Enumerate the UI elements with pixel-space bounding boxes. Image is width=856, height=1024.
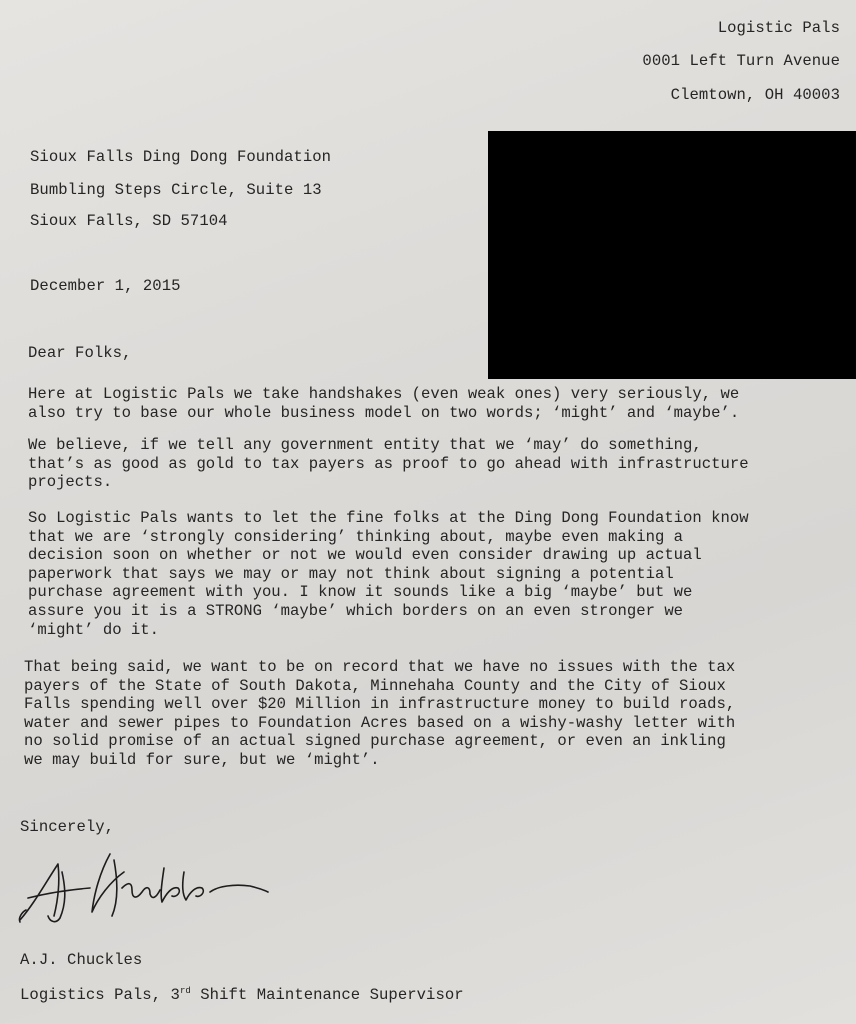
paragraph-line: projects. — [28, 473, 113, 492]
recipient-street: Bumbling Steps Circle, Suite 13 — [30, 181, 322, 199]
paragraph-line: decision soon on whether or not we would even consider drawing up actual — [28, 546, 702, 565]
signer-title-superscript: rd — [179, 985, 191, 996]
closing: Sincerely, — [20, 818, 115, 836]
body-paragraph-3 — [28, 509, 749, 639]
paragraph-line: We believe, if we tell any government entity that we ‘may’ do something, — [28, 436, 702, 454]
paragraph-line: Falls spending well over $20 Million in infrastructure money to build roads, — [24, 695, 736, 714]
paragraph-line: no solid promise of an actual signed purchase agreement, or even an inkling — [24, 732, 726, 751]
signer-title-suffix: Shift Maintenance Supervisor — [190, 986, 464, 1004]
signer-name: A.J. Chuckles — [20, 951, 143, 969]
paragraph-line: also try to base our whole business model on two words; ‘might’ and ‘maybe’. — [28, 403, 740, 422]
paragraph-line: purchase agreement with you. I know it sounds like a big ‘maybe’ but we — [28, 583, 693, 602]
paragraph-line: Here at Logistic Pals we take handshakes (even weak ones) very seriously, we — [28, 385, 740, 403]
recipient-name: Sioux Falls Ding Dong Foundation — [30, 148, 332, 166]
paragraph-line: paperwork that says we may or may not think about signing a potential — [28, 564, 674, 583]
paragraph-line: ‘might’ do it. — [28, 620, 160, 639]
signature-image — [14, 842, 274, 932]
body-paragraph-2 — [28, 436, 749, 492]
salutation: Dear Folks, — [28, 344, 132, 362]
sender-name: Logistic Pals — [717, 19, 840, 37]
body-paragraph-4 — [24, 658, 735, 770]
paragraph-line: we may build for sure, but we ‘might’. — [24, 750, 380, 769]
sender-street: 0001 Left Turn Avenue — [642, 52, 840, 70]
paragraph-line: assure you it is a STRONG ‘maybe’ which borders on an even stronger we — [28, 601, 684, 620]
letter-date: December 1, 2015 — [30, 277, 181, 295]
body-paragraph-1 — [28, 385, 739, 422]
signer-title-prefix: Logistics Pals, 3 — [20, 986, 180, 1004]
paragraph-line: that we are ‘strongly considering’ thinking about, maybe even making a — [28, 527, 684, 546]
paragraph-line: That being said, we want to be on record that we have no issues with the tax — [24, 658, 736, 676]
signer-title — [20, 986, 464, 1004]
redaction-block — [488, 131, 856, 379]
paragraph-line: that’s as good as gold to tax payers as proof to go ahead with infrastructure — [28, 454, 749, 473]
paragraph-line: payers of the State of South Dakota, Minnehaha County and the City of Sioux — [24, 676, 726, 695]
sender-city: Clemtown, OH 40003 — [670, 86, 840, 104]
paragraph-line: So Logistic Pals wants to let the fine folks at the Ding Dong Foundation know — [28, 509, 749, 527]
paragraph-line: water and sewer pipes to Foundation Acres based on a wishy-washy letter with — [24, 713, 736, 732]
recipient-city: Sioux Falls, SD 57104 — [30, 212, 228, 230]
